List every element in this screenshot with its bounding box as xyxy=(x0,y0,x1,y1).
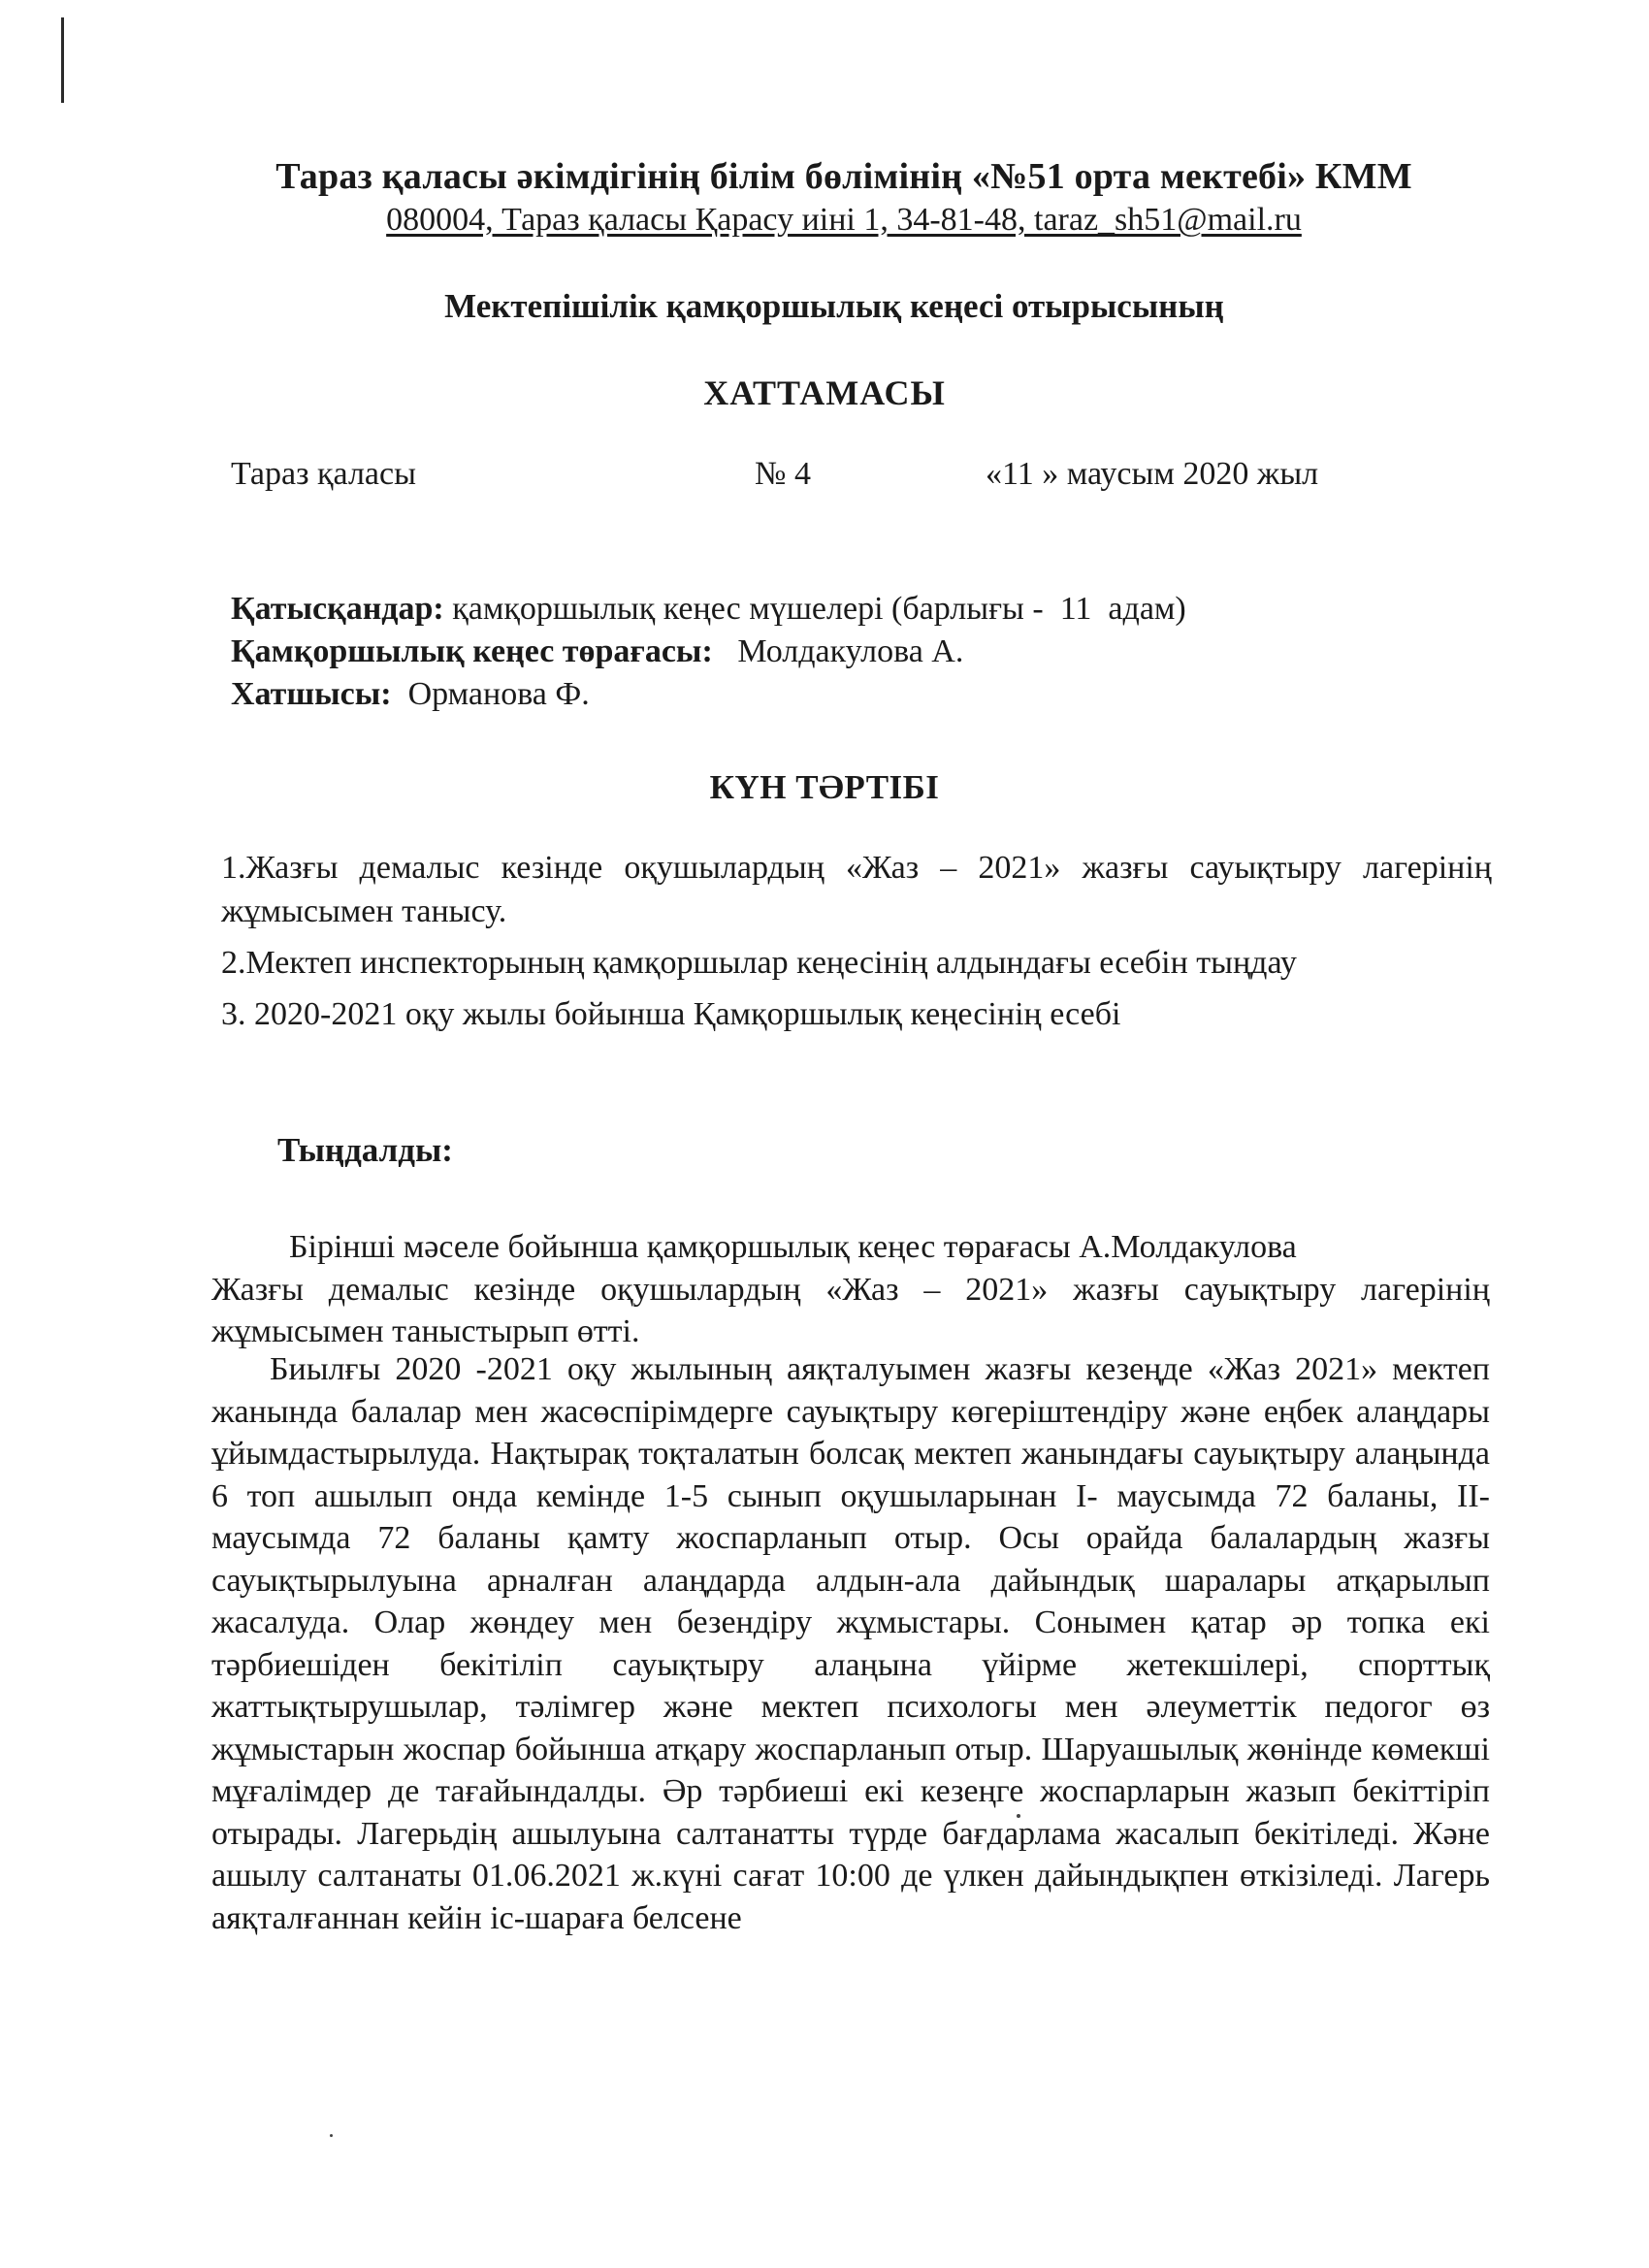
listened-paragraph-2: Биылғы 2020 -2021 оқу жылының аяқталуымен жазғы кезеңде «Жаз 2021» мектеп жанында балалар мен жасөспірімдерге сауықтыру көгеріштендіру және еңбек алаңдары ұйымдастырылуда. Нақтырақ тоқталатын болсақ мектеп жанындағы сауықтыру алаңында 6 топ ашылып онда кемінде 1-5 сынып оқушыларынан І- маусымда 72 баланы, ІІ- маусымда 72 баланы қамту жоспарланып отыр. Осы орайда балалардың жазғы сауықтырылуына арналған алаңдарда алдын-ала дайындық шаралары атқарылып жасалуда. Олар жөндеу мен безендіру жұмыстары. Сонымен қатар әр топка екі тәрбиешіден бекітіліп сауықтыру алаңына үйірме жетекшілері, спорттық жаттықтырушылар, тәлімгер және мектеп психологы мен әлеуметтік педогог өз жұмыстарын жоспар бойынша атқару жоспарланып отыр. Шаруашылық жөнінде көмекші мұғалімдер де тағайындалды. Әр тәрбиеші екі кезеңге жоспарларын жазып бекіттіріп отырады. Лагерьдің ашылуына салтанатты түрде бағдарлама жасалып бекітіледі. Және ашылу салтанаты 01.06.2021 ж.күні сағат 10:00 де үлкен дайындықпен өткізіледі. Лагерь аяқталғаннан кейін іс-шараға белсене xyxy=(211,1351,1490,1936)
agenda-item: 2.Мектеп инспекторының қамқоршылар кеңесінің алдындағы есебін тыңдау xyxy=(221,945,1297,981)
scan-speck xyxy=(330,2134,333,2137)
chair-row xyxy=(231,631,1186,673)
secretary-label: Хатшысы: xyxy=(231,676,392,712)
paragraph-1-rest: Жазғы демалыс кезінде оқушылардың «Жаз – 2021» жазғы сауықтыру лагерінің жұмысымен таныстырып өтті. xyxy=(211,1271,1490,1349)
document-date: «11 » маусым 2020 жыл xyxy=(986,456,1319,492)
participants-value: қамқоршылық кеңес мүшелері (барлығы - 11 адам) xyxy=(443,591,1186,627)
agenda-item: 1.Жазғы демалыс кезінде оқушылардың «Жаз – 2021» жазғы сауықтыру лагерінің жұмысымен танысу. xyxy=(221,850,1492,929)
participants-row xyxy=(231,588,1186,631)
listened-paragraph-1 xyxy=(211,1226,1490,1353)
document-number: № 4 xyxy=(755,456,811,492)
organization-address xyxy=(19,202,1649,239)
agenda-title: КҮН ТӘРТІБІ xyxy=(709,768,940,806)
agenda-list xyxy=(221,846,1492,1044)
scan-margin-mark xyxy=(61,17,64,103)
participants-label: Қатысқандар: xyxy=(231,591,444,627)
document-title: ХАТТАМАСЫ xyxy=(703,373,946,412)
attendance-block xyxy=(231,588,1186,716)
document-subtitle: Мектепішілік қамқоршылық кеңесі отырысының xyxy=(444,287,1224,325)
agenda-item: 3. 2020-2021 оқу жылы бойынша Қамқоршылық кеңесінің есебі xyxy=(221,996,1121,1032)
organization-name: Тараз қаласы әкімдігінің білім бөлімінің «№51 орта мектебі» КММ xyxy=(275,156,1412,197)
chair-label: Қамқоршылық кеңес төрағасы: xyxy=(231,633,713,669)
organization-address-text: 080004, Тараз қаласы Қарасу иіні 1, 34-81-48, taraz_sh51@mail.ru xyxy=(386,202,1302,238)
chair-value: Молдакулова А. xyxy=(712,633,964,669)
secretary-value: Орманова Ф. xyxy=(391,676,590,712)
document-city: Тараз қаласы xyxy=(231,456,416,492)
paragraph-1-first-line: Бірінші мәселе бойынша қамқоршылық кеңес төрағасы А.Молдакулова xyxy=(289,1229,1297,1265)
secretary-row xyxy=(231,673,1186,716)
listened-heading: Тыңдалды: xyxy=(277,1131,453,1169)
